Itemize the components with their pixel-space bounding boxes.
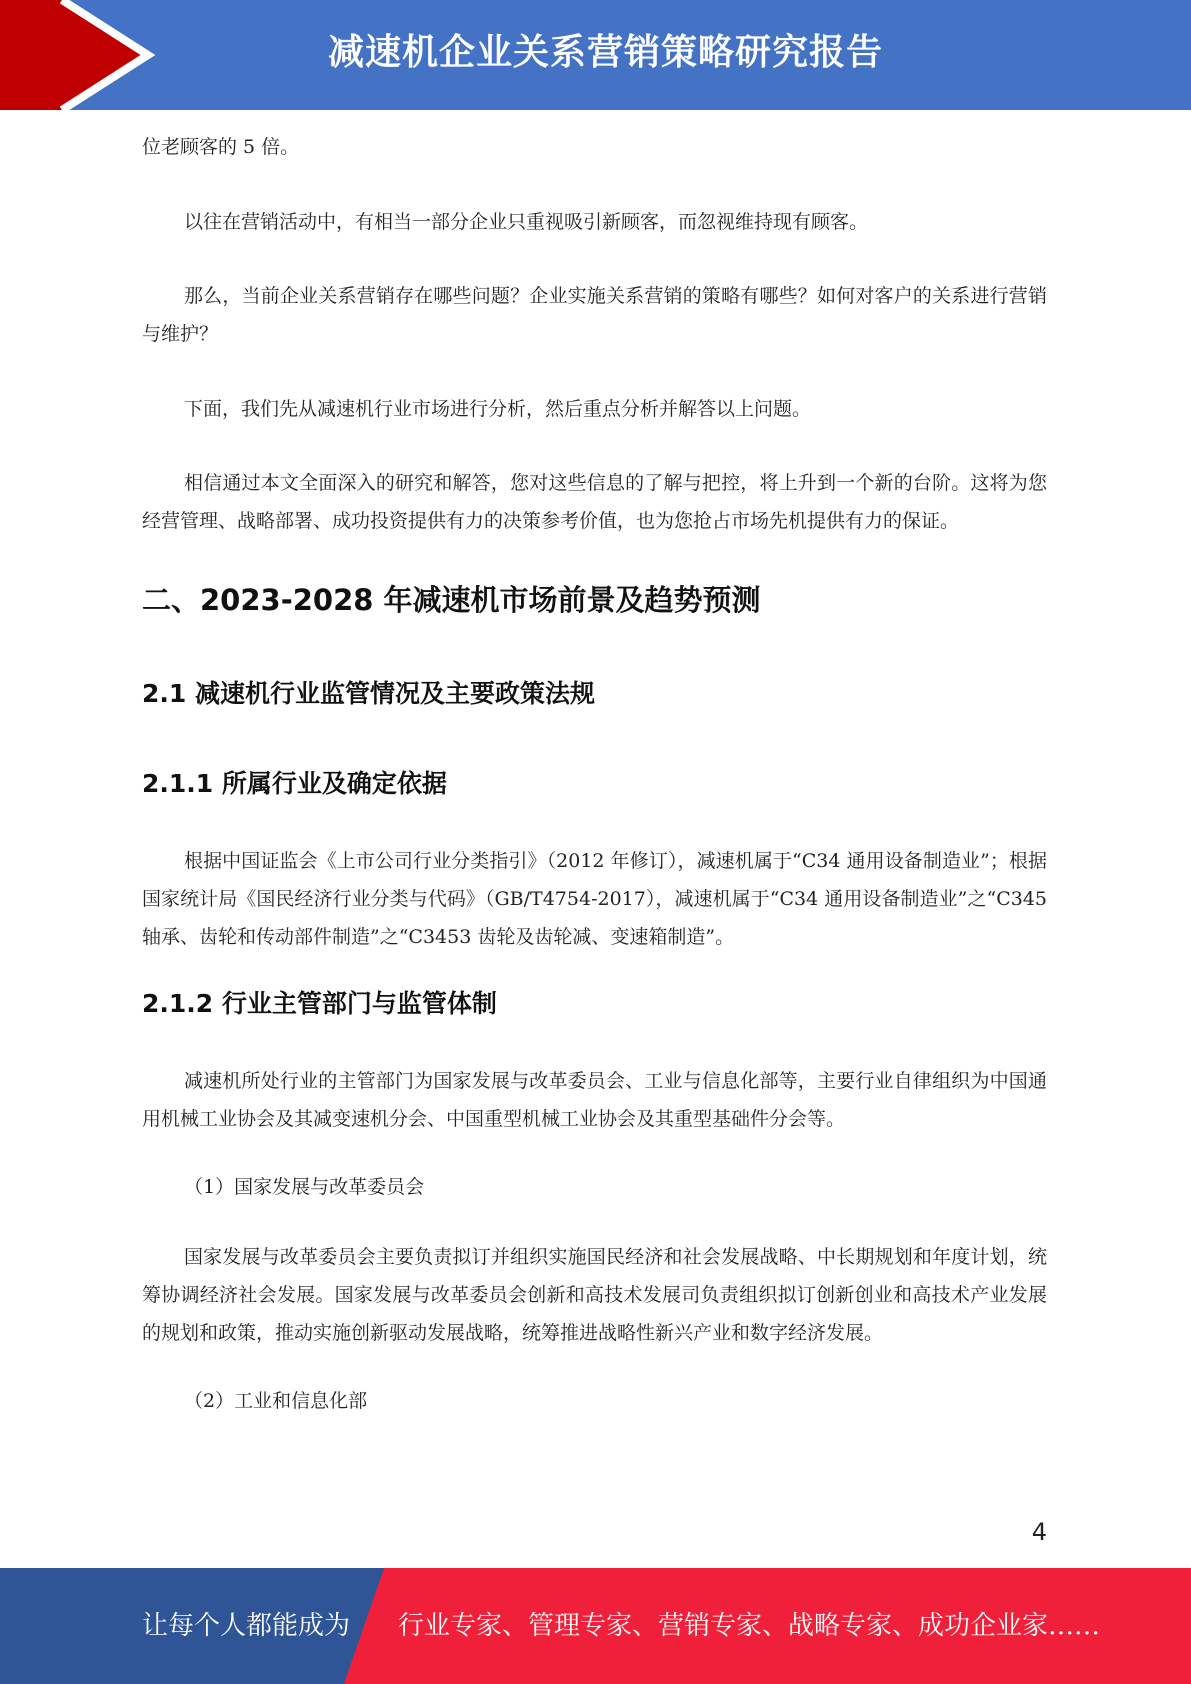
- section-heading: 二、2023-2028 年减速机市场前景及趋势预测: [142, 583, 761, 617]
- page-footer: [0, 1568, 1191, 1684]
- document-body: [142, 128, 1047, 1420]
- page-header: [0, 0, 1191, 110]
- paragraph-4: 下面，我们先从减速机行业市场进行分析，然后重点分析并解答以上问题。: [184, 398, 812, 420]
- paragraph-3: 那么，当前企业关系营销存在哪些问题？企业实施关系营销的策略有哪些？如何对客户的关系进行营销与维护？: [142, 285, 1047, 345]
- list-item-2: （2）工业和信息化部: [184, 1390, 368, 1412]
- footer-slogan-left: 让每个人都能成为: [142, 1611, 351, 1641]
- paragraph-8: 国家发展与改革委员会主要负责拟订并组织实施国民经济和社会发展战略、中长期规划和年度计划，统筹协调经济社会发展。国家发展与改革委员会创新和高技术发展司负责组织拟订创新创业和高技术产业发展的规划和政策，推动实施创新驱动发展战略，统筹推进战略性新兴产业和数字经济发展。: [142, 1246, 1047, 1344]
- footer-slogan-right: 行业专家、管理专家、营销专家、战略专家、成功企业家……: [398, 1611, 1101, 1641]
- header-red-arrow: [0, 0, 148, 110]
- report-title: 减速机企业关系营销策略研究报告: [327, 32, 883, 73]
- list-item-1: （1）国家发展与改革委员会: [184, 1176, 425, 1198]
- paragraph-1: 位老顾客的 5 倍。: [142, 136, 300, 158]
- subsubsection-heading-1: 2.1.1 所属行业及确定依据: [142, 769, 447, 798]
- paragraph-5: 相信通过本文全面深入的研究和解答，您对这些信息的了解与把控，将上升到一个新的台阶。这将为您经营管理、战略部署、成功投资提供有力的决策参考价值，也为您抢占市场先机提供有力的保证。: [142, 472, 1047, 532]
- paragraph-7: 减速机所处行业的主管部门为国家发展与改革委员会、工业与信息化部等，主要行业自律组织为中国通用机械工业协会及其减变速机分会、中国重型机械工业协会及其重型基础件分会等。: [142, 1070, 1047, 1130]
- paragraph-6: 根据中国证监会《上市公司行业分类指引》（2012 年修订），减速机属于“C34 通用设备制造业”；根据国家统计局《国民经济行业分类与代码》（GB/T4754-2017），减速机属于“C34 通用设备制造业”之“C345 轴承、齿轮和传动部件制造”之“C3453 齿轮及齿轮减、变速箱制造”。: [142, 850, 1047, 948]
- subsection-heading: 2.1 减速机行业监管情况及主要政策法规: [142, 679, 595, 708]
- subsubsection-heading-2: 2.1.2 行业主管部门与监管体制: [142, 989, 497, 1018]
- page-number: 4: [1031, 1518, 1047, 1546]
- paragraph-2: 以往在营销活动中，有相当一部分企业只重视吸引新顾客，而忽视维持现有顾客。: [184, 211, 869, 233]
